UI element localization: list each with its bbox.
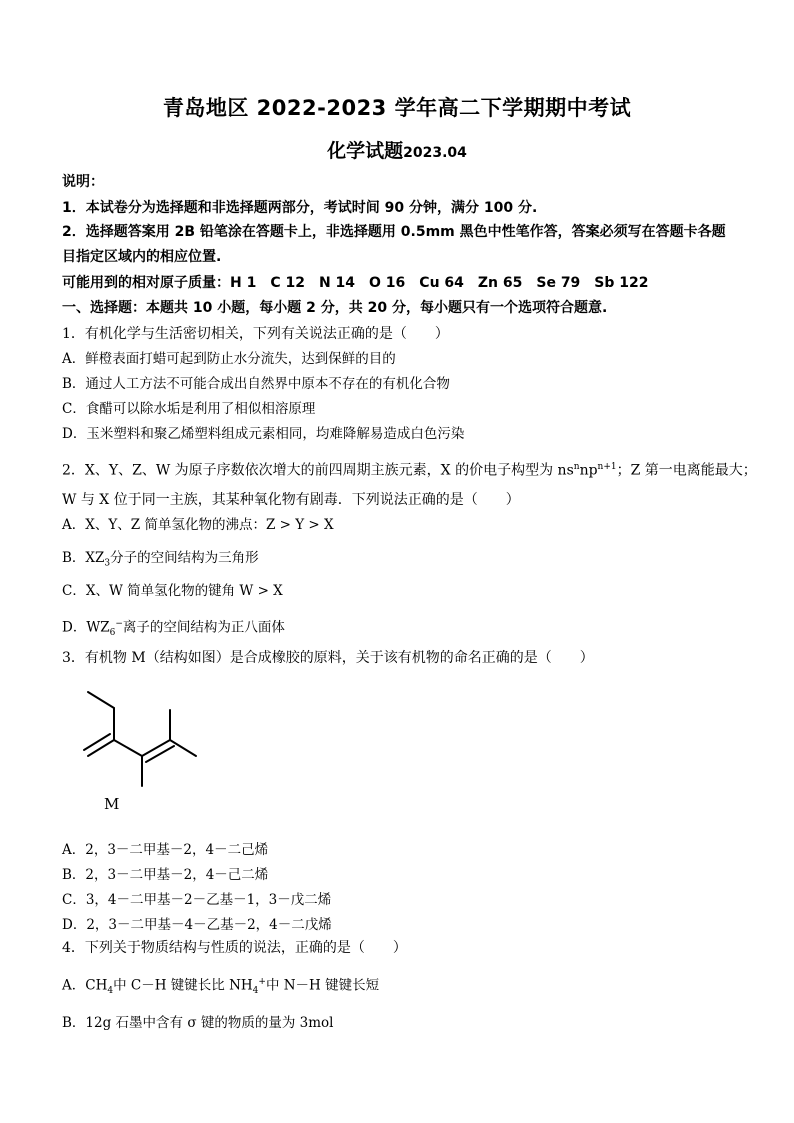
bond-c2-c3 — [114, 740, 142, 756]
q3-option-c: C．3，4－二甲基－2－乙基－1，3－戊二烯 — [62, 892, 332, 908]
exam-date: 2023.04 — [403, 145, 467, 161]
q4-option-b: B．12g 石墨中含有 σ 键的物质的量为 3mol — [62, 1015, 334, 1031]
exam-title: 青岛地区 2022-2023 学年高二下学期期中考试 — [162, 96, 632, 120]
bond-c-ch2-double-1 — [88, 740, 114, 756]
q1-option-b: B．通过人工方法不可能合成出自然界中原本不存在的有机化合物 — [62, 376, 450, 392]
q2-stem-line2: W 与 X 位于同一主族，其某种氧化物有剧毒．下列说法正确的是（ ） — [62, 492, 520, 508]
q4-option-a: A．$CH_4$中 C－H 键键长比 $NH_4^+$中 N－H 键键长短 — [62, 977, 380, 997]
exam-subtitle — [0, 136, 794, 163]
notes-label: 说明： — [62, 174, 104, 190]
q2-option-b: B．$XZ_3$分子的空间结构为三角形 — [62, 550, 259, 569]
bond-c3-c4-double-1 — [142, 740, 170, 756]
q2-option-c: C．X、W 简单氢化物的键角 W > X — [62, 583, 283, 599]
note-item-1: 1．本试卷分为选择题和非选择题两部分，考试时间 90 分钟，满分 100 分. — [62, 200, 538, 216]
q3-stem: 3．有机物 M（结构如图）是合成橡胶的原料，关于该有机物的命名正确的是（ ） — [62, 650, 594, 666]
q1-option-c: C．食醋可以除水垢是利用了相似相溶原理 — [62, 401, 316, 417]
q2-option-a: A．X、Y、Z 简单氢化物的沸点：Z > Y > X — [62, 517, 334, 533]
bond-c-ch2-double-2 — [84, 734, 110, 750]
molecule-m-structure-diagram — [80, 680, 210, 795]
section-heading: 一、选择题：本题共 10 小题，每小题 2 分，共 20 分，每小题只有一个选项符合题意. — [62, 300, 608, 316]
q4-stem: 4．下列关于物质结构与性质的说法，正确的是（ ） — [62, 940, 407, 956]
q3-option-b: B．2，3－二甲基－2，4－己二烯 — [62, 867, 269, 883]
q2-option-d: D．$WZ_6^-$离子的空间结构为正八面体 — [62, 619, 285, 639]
subject-title: 化学试题 — [327, 140, 404, 162]
q1-stem: 1．有机化学与生活密切相关，下列有关说法正确的是（ ） — [62, 326, 449, 342]
q1-option-d: D．玉米塑料和聚乙烯塑料组成元素相同，均难降解易造成白色污染 — [62, 426, 465, 442]
bond-ethyl-ch3 — [88, 692, 114, 708]
q3-option-a: A．2，3－二甲基－2，4－二己烯 — [62, 842, 269, 858]
atomic-masses: 可能用到的相对原子质量：H 1 C 12 N 14 O 16 Cu 64 Zn 65 Se 79 Sb 122 — [62, 275, 649, 291]
q3-option-d: D．2，3－二甲基－4－乙基－2，4－二戊烯 — [62, 917, 332, 933]
bond-c4-ch3-right — [170, 740, 196, 756]
q1-option-a: A．鲜橙表面打蜡可起到防止水分流失，达到保鲜的目的 — [62, 351, 396, 367]
note-item-2: 2．选择题答案用 2B 铅笔涂在答题卡上，非选择题用 0.5mm 黑色中性笔作答，答案必须写在答题卡各题目指定区域内的相应位置. — [62, 224, 726, 265]
q2-stem: 2．X、Y、Z、W 为原子序数依次增大的前四周期主族元素，X 的价电子构型为 $ns^nnp^{n+1}$；Z 第一电离能最大； — [62, 462, 757, 479]
bond-c3-c4-double-2 — [146, 746, 174, 762]
molecule-label: M — [104, 795, 120, 813]
